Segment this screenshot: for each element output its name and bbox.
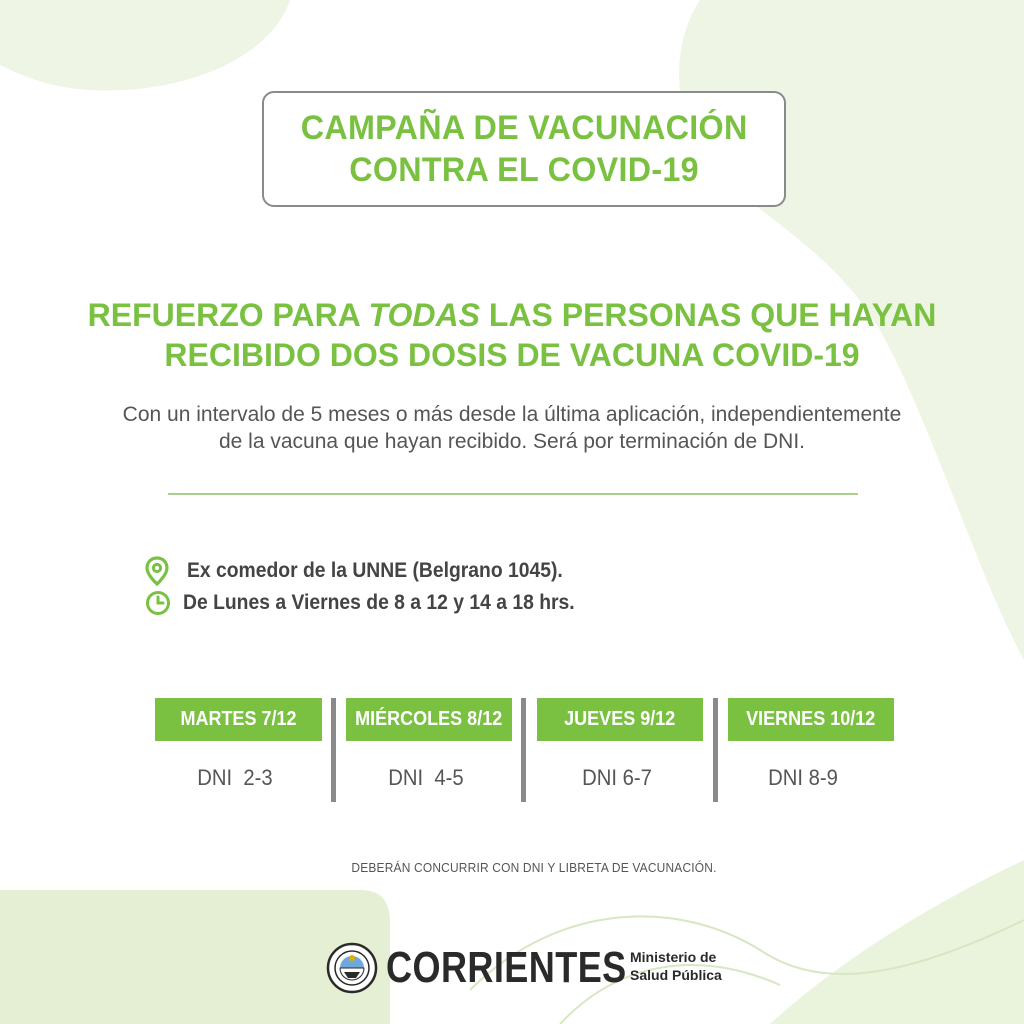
dni-range-friday: DNI 8-9 (768, 765, 838, 790)
headline-part-1: REFUERZO PARA (87, 297, 369, 333)
clock-icon (145, 590, 171, 616)
location-row (145, 556, 595, 586)
headline-line-2: RECIBIDO DOS DOSIS DE VACUNA COVID-19 (164, 337, 860, 373)
dni-range-thursday: DNI 6-7 (582, 765, 652, 790)
section-divider (168, 493, 858, 495)
brand-name: CORRIENTES (386, 943, 627, 992)
location-text: Ex comedor de la UNNE (Belgrano 1045). (187, 559, 563, 582)
campaign-title-line-1: CAMPAÑA DE VACUNACIÓN (300, 109, 748, 147)
column-separator (331, 698, 336, 802)
campaign-title-box (262, 91, 786, 207)
dni-range-wednesday: DNI 4-5 (388, 765, 464, 790)
ministry-line-1: Ministerio de (630, 949, 717, 965)
schedule-row (145, 590, 609, 616)
day-badge-tuesday: MARTES 7/12 (155, 698, 322, 741)
headline-line-1 (0, 296, 1024, 334)
footnote: DEBERÁN CONCURRIR CON DNI Y LIBRETA DE VACUNACIÓN. (351, 860, 717, 875)
ministry-label (630, 948, 722, 984)
dni-range-tuesday: DNI 2-3 (197, 765, 273, 790)
column-separator (521, 698, 526, 802)
footer-logo (326, 936, 679, 1000)
headline-emphasis: TODAS (368, 297, 480, 333)
location-pin-icon (145, 556, 169, 586)
ministry-line-2: Salud Pública (630, 967, 722, 983)
day-badge-wednesday: MIÉRCOLES 8/12 (346, 698, 512, 741)
description-line-1: Con un intervalo de 5 meses o más desde la última aplicación, independientemente (122, 403, 902, 426)
schedule-text: De Lunes a Viernes de 8 a 12 y 14 a 18 hrs. (183, 591, 575, 614)
day-badge-thursday: JUEVES 9/12 (537, 698, 703, 741)
provincial-seal-icon (326, 942, 378, 994)
day-badge-friday: VIERNES 10/12 (728, 698, 894, 741)
description-line-2: de la vacuna que hayan recibido. Será por terminación de DNI. (218, 430, 805, 453)
headline-part-2: LAS PERSONAS QUE HAYAN (479, 297, 937, 333)
column-separator (713, 698, 718, 802)
campaign-title-line-2: CONTRA EL COVID-19 (349, 151, 699, 189)
